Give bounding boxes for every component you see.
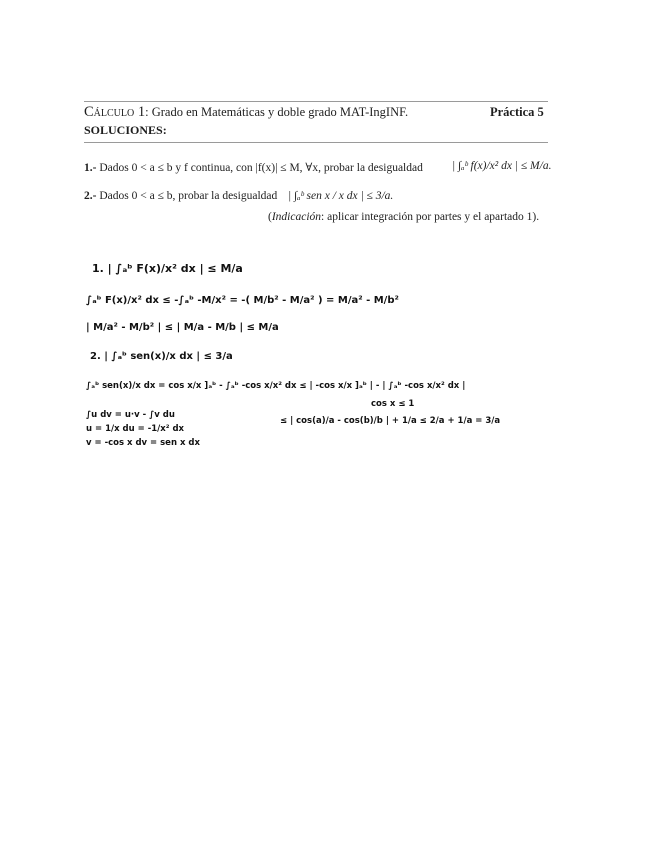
hint-label: Indicación <box>271 211 322 223</box>
parts-formula: ∫u dv = u·v - ∫v du <box>86 410 175 420</box>
handwritten-line-1: 1. | ∫ₐᵇ F(x)/x² dx | ≤ M/a <box>92 262 243 275</box>
parts-u: u = 1/x du = -1/x² dx <box>86 424 185 434</box>
problem-1-formula: | ∫ₐᵇ f(x)/x² dx | ≤ M/a. <box>452 160 552 172</box>
problem-1 <box>84 160 423 174</box>
problem-2-text: Dados 0 < a ≤ b, probar la desigualdad <box>96 190 278 202</box>
problem-1-number: 1.- <box>84 162 97 174</box>
header-bottom-rule <box>84 142 548 143</box>
handwritten-line-4: 2. | ∫ₐᵇ sen(x)/x dx | ≤ 3/a <box>90 351 233 362</box>
problem-1-text: Dados 0 < a ≤ b y f continua, con |f(x)| ≤ M, ∀x, probar la desigualdad <box>96 162 423 174</box>
problem-2-hint: (Indicación: aplicar integración por partes y el apartado 1). <box>268 211 540 223</box>
solutions-label: SOLUCIONES: <box>84 123 167 137</box>
handwritten-line-2: ∫ₐᵇ F(x)/x² dx ≤ -∫ₐᵇ -M/x² = -( M/b² - M/a² ) = M/a² - M/b² <box>86 295 399 306</box>
hint-text: : aplicar integración por partes y el apartado 1). <box>321 211 540 223</box>
course-header <box>84 104 408 121</box>
course-degree: : Grado en Matemáticas y doble grado MAT-IngINF. <box>145 105 409 119</box>
header-top-rule <box>84 101 548 102</box>
practice-label: Práctica 5 <box>490 105 544 119</box>
problem-2-formula: | ∫ₐᵇ sen x / x dx | ≤ 3/a. <box>288 190 394 202</box>
handwritten-note: cos x ≤ 1 <box>371 399 415 409</box>
problem-2 <box>84 190 277 202</box>
handwritten-line-5: ∫ₐᵇ sen(x)/x dx = cos x/x ]ₐᵇ - ∫ₐᵇ -cos x/x² dx ≤ | -cos x/x ]ₐᵇ | - | ∫ₐᵇ -cos x/x² dx | <box>86 381 466 391</box>
course-title: Cálculo 1 <box>84 104 146 120</box>
handwritten-line-6: ≤ | cos(a)/a - cos(b)/b | + 1/a ≤ 2/a + 1/a = 3/a <box>280 416 501 426</box>
parts-v: v = -cos x dv = sen x dx <box>86 438 200 448</box>
handwritten-line-3: | M/a² - M/b² | ≤ | M/a - M/b | ≤ M/a <box>86 322 279 333</box>
problem-2-number: 2.- <box>84 190 97 202</box>
